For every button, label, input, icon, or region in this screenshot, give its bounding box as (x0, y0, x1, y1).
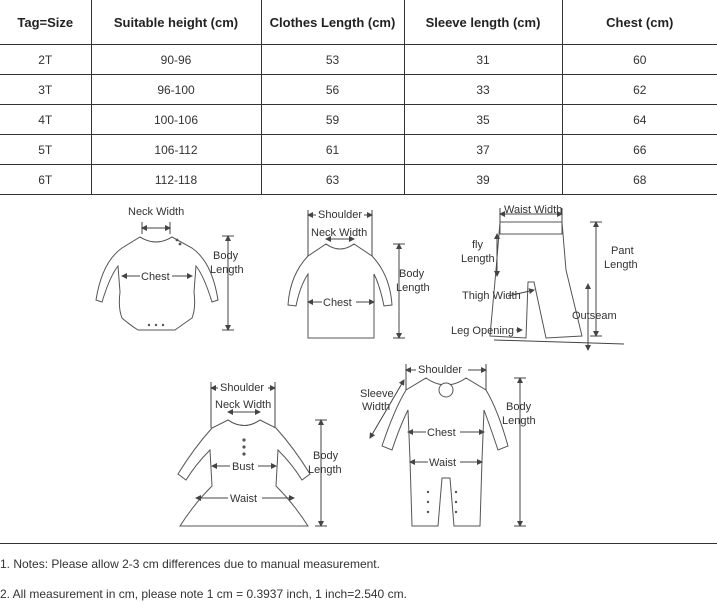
tshirt-chest-label: Chest (323, 297, 352, 309)
romper-chest-label: Chest (427, 427, 456, 439)
measurement-diagram (0, 197, 717, 543)
romper-collar (439, 383, 453, 397)
dress-length-label: Length (308, 464, 342, 476)
cell-sleeve-length: 37 (404, 135, 562, 165)
pants-fly-length-label: Length (461, 253, 495, 265)
cell-height: 90-96 (91, 45, 261, 75)
note-unit-conversion: 2. All measurement in cm, please note 1 cm = 0.3937 inch, 1 inch=2.540 cm. (0, 587, 407, 601)
cell-tag: 5T (0, 135, 91, 165)
cell-chest: 66 (562, 135, 717, 165)
tshirt-shape (288, 244, 392, 338)
cell-chest: 60 (562, 45, 717, 75)
cell-height: 96-100 (91, 75, 261, 105)
romper-body-label: Body (506, 401, 532, 413)
cell-sleeve-length: 33 (404, 75, 562, 105)
table-row (0, 75, 717, 105)
bodysuit-chest-label: Chest (141, 271, 170, 283)
cell-tag: 6T (0, 165, 91, 195)
cell-sleeve-length: 35 (404, 105, 562, 135)
header-sleeve-length: Sleeve length (cm) (404, 0, 562, 45)
dress-diagram (178, 380, 342, 526)
cell-clothes-length: 56 (261, 75, 404, 105)
dress-shape (178, 420, 310, 526)
pants-diagram (451, 204, 638, 350)
bodysuit-length-label: Length (210, 264, 244, 276)
dress-body-label: Body (313, 450, 339, 462)
cell-clothes-length: 53 (261, 45, 404, 75)
cell-height: 100-106 (91, 105, 261, 135)
tshirt-shoulder-label: Shoulder (318, 209, 363, 221)
pants-fly-label: fly (472, 239, 483, 251)
dress-waist-label: Waist (230, 493, 258, 505)
table-row (0, 165, 717, 195)
cell-sleeve-length: 39 (404, 165, 562, 195)
header-suitable-height: Suitable height (cm) (91, 0, 261, 45)
note-tolerance: 1. Notes: Please allow 2-3 cm differences due to manual measurement. (0, 557, 380, 571)
tshirt-neck-width-label: Neck Width (311, 227, 368, 239)
pants-thigh-width-label: Thigh Width (462, 290, 521, 302)
pants-outseam-guide (494, 340, 624, 344)
pants-pant-label: Pant (611, 245, 634, 257)
cell-chest: 62 (562, 75, 717, 105)
tshirt-length-label: Length (396, 282, 430, 294)
cell-sleeve-length: 31 (404, 45, 562, 75)
romper-width-label: Width (362, 401, 391, 413)
cell-height: 106-112 (91, 135, 261, 165)
header-tag-size: Tag=Size (0, 0, 91, 45)
bodysuit-diagram (96, 206, 244, 330)
cell-tag: 4T (0, 105, 91, 135)
tshirt-diagram (288, 207, 430, 338)
cell-height: 112-118 (91, 165, 261, 195)
notes-divider (0, 543, 717, 544)
romper-waist-label: Waist (429, 457, 457, 469)
size-chart-table (0, 0, 717, 195)
cell-chest: 68 (562, 165, 717, 195)
cell-tag: 2T (0, 45, 91, 75)
pants-pant-length-label: Length (604, 259, 638, 271)
romper-sleeve-label: Sleeve (360, 388, 394, 400)
cell-clothes-length: 63 (261, 165, 404, 195)
table-row (0, 105, 717, 135)
cell-tag: 3T (0, 75, 91, 105)
table-row (0, 135, 717, 165)
dress-neck-width-label: Neck Width (215, 399, 272, 411)
cell-clothes-length: 59 (261, 105, 404, 135)
romper-shape (382, 378, 508, 526)
pants-shape (490, 222, 582, 338)
bodysuit-body-label: Body (213, 250, 239, 262)
cell-clothes-length: 61 (261, 135, 404, 165)
dress-shoulder-label: Shoulder (220, 382, 265, 394)
header-chest: Chest (cm) (562, 0, 717, 45)
cell-chest: 64 (562, 105, 717, 135)
table-header-row (0, 0, 717, 45)
pants-waistband (500, 222, 562, 234)
tshirt-body-label: Body (399, 268, 425, 280)
dress-bust-label: Bust (232, 461, 255, 473)
pants-outseam-label: Outseam (572, 310, 617, 322)
bodysuit-neck-width-label: Neck Width (128, 206, 185, 218)
romper-shoulder-label: Shoulder (418, 364, 463, 376)
bodysuit-shape (96, 237, 218, 330)
romper-length-label: Length (502, 415, 536, 427)
romper-diagram (360, 362, 536, 526)
header-clothes-length: Clothes Length (cm) (261, 0, 404, 45)
table-row (0, 45, 717, 75)
pants-waist-width-label: Waist Width (504, 204, 563, 216)
pants-leg-opening-label: Leg Opening (451, 325, 514, 337)
